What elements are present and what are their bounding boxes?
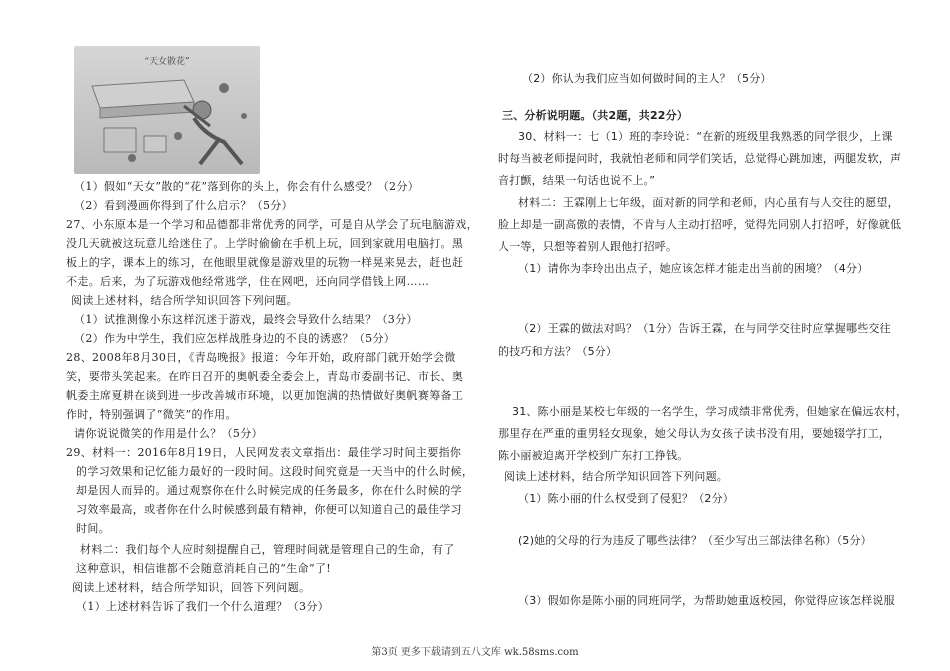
left-line: 没几天就被这玩意儿给迷住了。上学时偷偷在手机上玩，回到家就用电脑打。黑 [66, 237, 464, 250]
left-line: 阅读上述材料，结合所学知识回答下列问题。 [71, 294, 298, 307]
right-line: （2）你认为我们应当如何做时间的主人？（5分） [522, 72, 772, 85]
left-line: （2）看到漫画你得到了什么启示？（5分） [74, 199, 293, 212]
left-line: 不走。后来，为了玩游戏他经常逃学，住在网吧，还向同学借钱上网…… [66, 275, 430, 288]
left-line: 请你说说微笑的作用是什么？（5分） [74, 427, 263, 440]
left-line: 板上的字，课本上的练习，在他眼里就像是游戏里的玩物一样晃来晃去，赶也赶 [66, 256, 464, 269]
page-footer: 第3页 更多下载请到五八文库 wk.58sms.com [371, 647, 579, 658]
left-line: 却是因人而异的。通过观察你在什么时候完成的任务最多，你在什么时候的学 [76, 484, 462, 497]
left-line: 笑，要带头笑起来。在昨日召开的奥帆委全委会上，青岛市委副书记、市长、奥 [66, 370, 464, 383]
right-line: （3）假如你是陈小丽的同班同学，为帮助她重返校园，你觉得应该怎样说服 [518, 594, 895, 607]
right-line: 31、陈小丽是某校七年级的一名学生，学习成绩非常优秀，但她家在偏远农村， [512, 405, 908, 418]
left-line: 时间。 [76, 522, 111, 535]
right-line: (2)她的父母的行为违反了哪些法律？（至少写出三部法律名称）（5分） [518, 534, 872, 547]
left-line: （1）试推测像小东这样沉迷于游戏，最终会导致什么结果？（3分） [74, 313, 418, 326]
left-line: 27、小东原本是一个学习和品德都非常优秀的同学，可是自从学会了玩电脑游戏， [66, 218, 478, 231]
right-line: 脸上却是一副高傲的表情，不肯与人主动打招呼，觉得先同别人打招呼，好像就低 [498, 218, 902, 231]
right-line: 的技巧和方法？（5分） [498, 345, 618, 358]
right-line: 阅读上述材料，结合所学知识回答下列问题。 [504, 470, 728, 483]
right-line: （1）请你为李玲出出点子，她应该怎样才能走出当前的困境？（4分） [518, 262, 869, 275]
left-line: 习效率最高，或者你在什么时候感到最有精神，你便可以知道自己的最佳学习 [76, 503, 462, 516]
left-line: 材料二：我们每个人应时刻提醒自己，管理时间就是管理自己的生命，有了 [80, 543, 455, 556]
left-line: （1）上述材料告诉了我们一个什么道理？（3分） [76, 600, 330, 613]
right-line: 陈小丽被迫离开学校到广东打工挣钱。 [498, 449, 689, 462]
right-line: 音打颤，结果一句话也说不上。” [498, 174, 656, 187]
right-line: 人一等，只想等着别人跟他打招呼。 [498, 240, 678, 253]
section-heading: 三、分析说明题。（共2题，共22分） [502, 109, 689, 122]
left-line: （1）假如“天女”散的“花”落到你的头上，你会有什么感受？（2分） [74, 180, 420, 193]
right-line: 30、材料一：七（1）班的李玲说：“在新的班级里我熟悉的同学很少，上课 [518, 130, 893, 143]
right-line: （2）王霖的做法对吗？（1分）告诉王霖，在与同学交往时应掌握哪些交往 [518, 322, 891, 335]
left-line: 阅读上述材料，结合所学知识，回答下列问题。 [72, 581, 311, 594]
left-line: 的学习效果和记忆能力最好的一段时间。这段时间究竟是一天当中的什么时候， [76, 465, 474, 478]
left-line: （2）作为中学生，我们应怎样战胜身边的不良的诱惑？（5分） [74, 332, 396, 345]
left-line: 帆委主席夏耕在谈到进一步改善城市环境，以更加饱满的热情做好奥帆赛筹备工 [66, 389, 464, 402]
left-line: 这种意识，相信谁都不会随意消耗自己的“生命”了! [76, 562, 332, 575]
left-line: 29、材料一：2016年8月19日，人民网发表文章指出：最佳学习时间主要指你 [66, 446, 462, 459]
right-line: 那里存在严重的重男轻女现象，她父母认为女孩子读书没有用，要她辍学打工， [498, 427, 890, 440]
right-line: （1）陈小丽的什么权受到了侵犯？（2分） [518, 492, 734, 505]
cartoon-image [74, 46, 260, 174]
cartoon-caption: “天女散花” [144, 57, 190, 67]
left-line: 作时，特别强调了“微笑”的作用。 [66, 408, 237, 421]
right-line: 材料二：王霖刚上七年级，面对新的同学和老师，内心虽有与人交往的愿望， [518, 196, 899, 209]
right-line: 时每当被老师提问时，我就怕老师和同学们笑话，总觉得心跳加速，两腿发软，声 [498, 152, 902, 165]
left-line: 28、2008年8月30日，《青岛晚报》报道：今年开始，政府部门就开始学会微 [66, 351, 456, 364]
